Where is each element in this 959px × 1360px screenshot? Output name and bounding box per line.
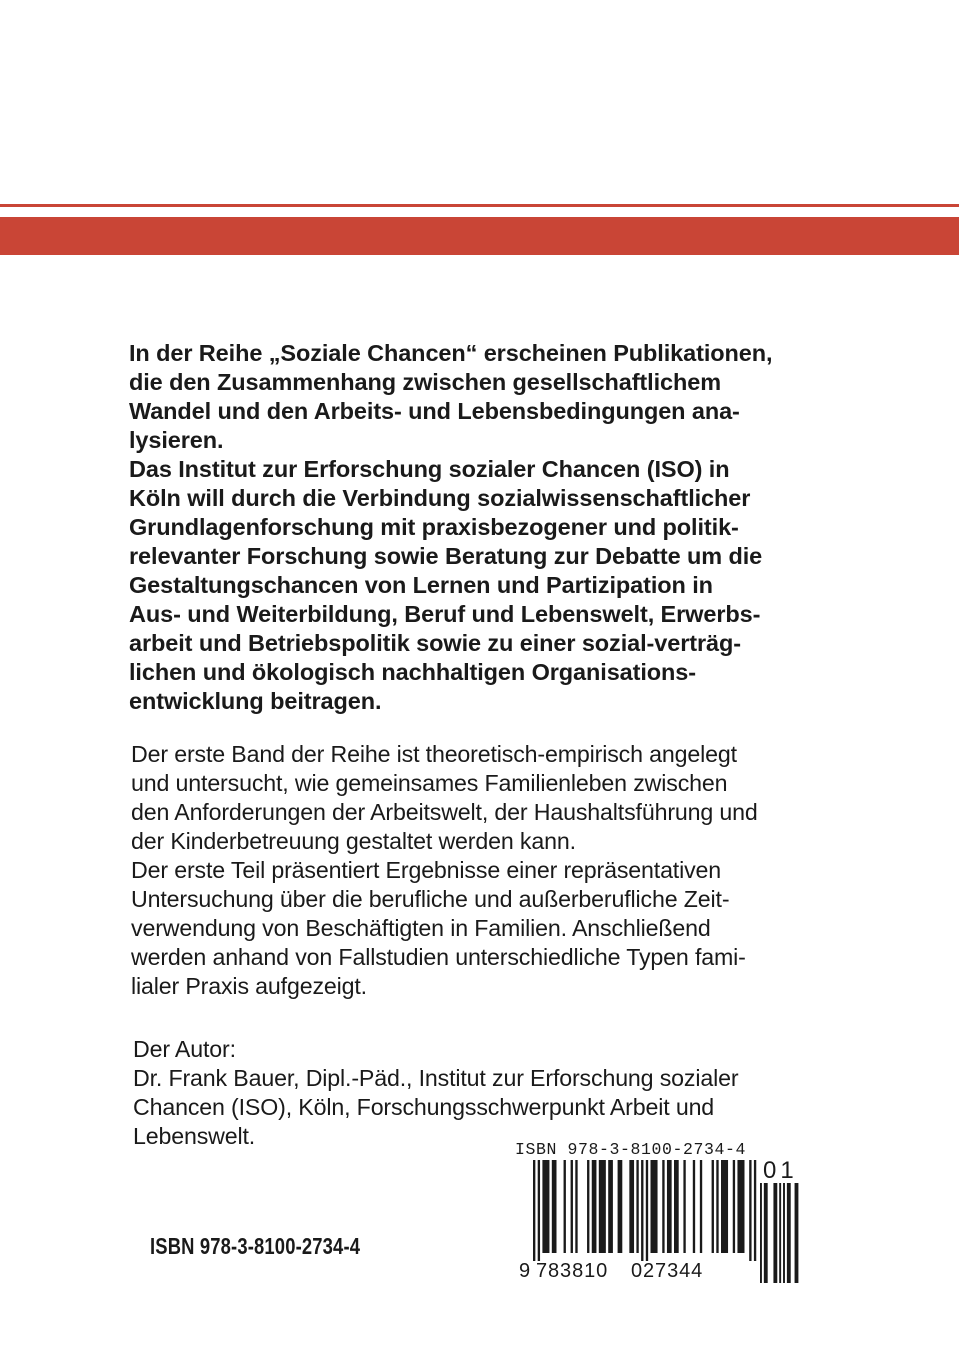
- text-line: arbeit und Betriebspolitik sowie zu einer sozial-verträg-: [129, 630, 741, 656]
- ean-bar: [599, 1160, 606, 1253]
- ean-bar: [575, 1160, 577, 1253]
- text-line: Aus- und Weiterbildung, Beruf und Lebenswelt, Erwerbs-: [129, 601, 761, 627]
- ean-bar: [542, 1160, 549, 1253]
- ean-bar: [564, 1160, 566, 1253]
- ean-bar: [674, 1160, 679, 1253]
- text-line: verwendung von Beschäftigten in Familien. Anschließend: [131, 915, 711, 941]
- ean-bar: [667, 1160, 672, 1253]
- text-line: lichen und ökologisch nachhaltigen Organisations-: [129, 659, 696, 685]
- text-line: Der erste Band der Reihe ist theoretisch-empirisch angelegt: [131, 741, 737, 767]
- ean-bar: [683, 1160, 685, 1253]
- volume-description-text: [131, 740, 871, 1001]
- top-red-band: [0, 217, 959, 255]
- text-line: der Kinderbetreuung gestaltet werden kann.: [131, 828, 576, 854]
- ean-bar: [629, 1160, 634, 1253]
- ean-guard-bar: [749, 1160, 751, 1261]
- ean-bar: [587, 1160, 589, 1253]
- text-line: Dr. Frank Bauer, Dipl.-Päd., Institut zur Erforschung sozialer: [133, 1065, 739, 1091]
- ean-guard-bar: [646, 1160, 648, 1261]
- ean-bar: [571, 1160, 573, 1253]
- ean-bar: [608, 1160, 613, 1253]
- addon-bar: [783, 1183, 785, 1283]
- ean-bar: [721, 1160, 728, 1253]
- ean-guard-bar: [754, 1160, 756, 1261]
- ean-bar: [662, 1160, 664, 1253]
- addon-bar: [764, 1183, 768, 1283]
- text-line: relevanter Forschung sowie Beratung zur Debatte um die: [129, 543, 763, 569]
- barcode-isbn-header: ISBN 978-3-8100-2734-4: [515, 1140, 747, 1159]
- text-line: Lebenswelt.: [133, 1123, 256, 1149]
- text-line: die den Zusammenhang zwischen gesellschaftlichem: [129, 369, 722, 395]
- top-red-rule: [0, 204, 959, 207]
- ean-bar: [592, 1160, 597, 1253]
- addon-bar: [787, 1183, 791, 1283]
- text-line: lysieren.: [129, 427, 224, 453]
- ean-bar: [712, 1160, 714, 1253]
- ean-right-digits: 027344: [631, 1260, 704, 1282]
- isbn-label: ISBN 978-3-8100-2734-4: [150, 1233, 361, 1259]
- addon-bar: [773, 1183, 777, 1283]
- text-line: Gestaltungschancen von Lernen und Partizipation in: [129, 572, 713, 598]
- ean-bar: [733, 1160, 735, 1253]
- series-intro-text: [129, 339, 869, 716]
- text-line: Grundlagenforschung mit praxisbezogener und politik-: [129, 514, 739, 540]
- text-line: entwicklung beitragen.: [129, 688, 382, 714]
- text-line: den Anforderungen der Arbeitswelt, der Haushaltsführung und: [131, 799, 758, 825]
- ean-bar: [716, 1160, 718, 1253]
- ean-left-digits: 783810: [536, 1260, 609, 1282]
- author-heading: Der Autor:: [133, 1036, 236, 1062]
- addon-bar: [779, 1183, 781, 1283]
- ean-bar: [552, 1160, 557, 1253]
- text-line: lialer Praxis aufgezeigt.: [131, 973, 367, 999]
- text-line: Wandel und den Arbeits- und Lebensbedingungen ana-: [129, 398, 740, 424]
- addon-bar: [760, 1183, 762, 1283]
- text-line: Köln will durch die Verbindung sozialwissenschaftlicher: [129, 485, 751, 511]
- text-line: werden anhand von Fallstudien unterschiedliche Typen fami-: [131, 944, 746, 970]
- ean-bar: [700, 1160, 702, 1253]
- ean-bar: [651, 1160, 658, 1253]
- addon-bar: [795, 1183, 799, 1283]
- text-line: Untersuchung über die berufliche und außerberufliche Zeit-: [131, 886, 730, 912]
- text-line: In der Reihe „Soziale Chancen“ erscheinen Publikationen,: [129, 340, 773, 366]
- text-line: Der erste Teil präsentiert Ergebnisse einer repräsentativen: [131, 857, 722, 883]
- ean-guard-bar: [533, 1160, 535, 1261]
- ean-bar: [693, 1160, 695, 1253]
- ean-guard-bar: [641, 1160, 643, 1261]
- ean-first-digit: 9: [519, 1260, 531, 1282]
- text-line: und untersucht, wie gemeinsames Familienleben zwischen: [131, 770, 728, 796]
- ean-guard-bar: [538, 1160, 540, 1261]
- addon-digits: 01: [763, 1157, 798, 1184]
- ean-bar: [618, 1160, 623, 1253]
- text-line: Das Institut zur Erforschung sozialer Chancen (ISO) in: [129, 456, 730, 482]
- isbn-barcode: [505, 1136, 810, 1284]
- ean-bar: [636, 1160, 638, 1253]
- text-line: Chancen (ISO), Köln, Forschungsschwerpunkt Arbeit und: [133, 1094, 715, 1120]
- ean-bar: [737, 1160, 744, 1253]
- author-text: [133, 1035, 873, 1151]
